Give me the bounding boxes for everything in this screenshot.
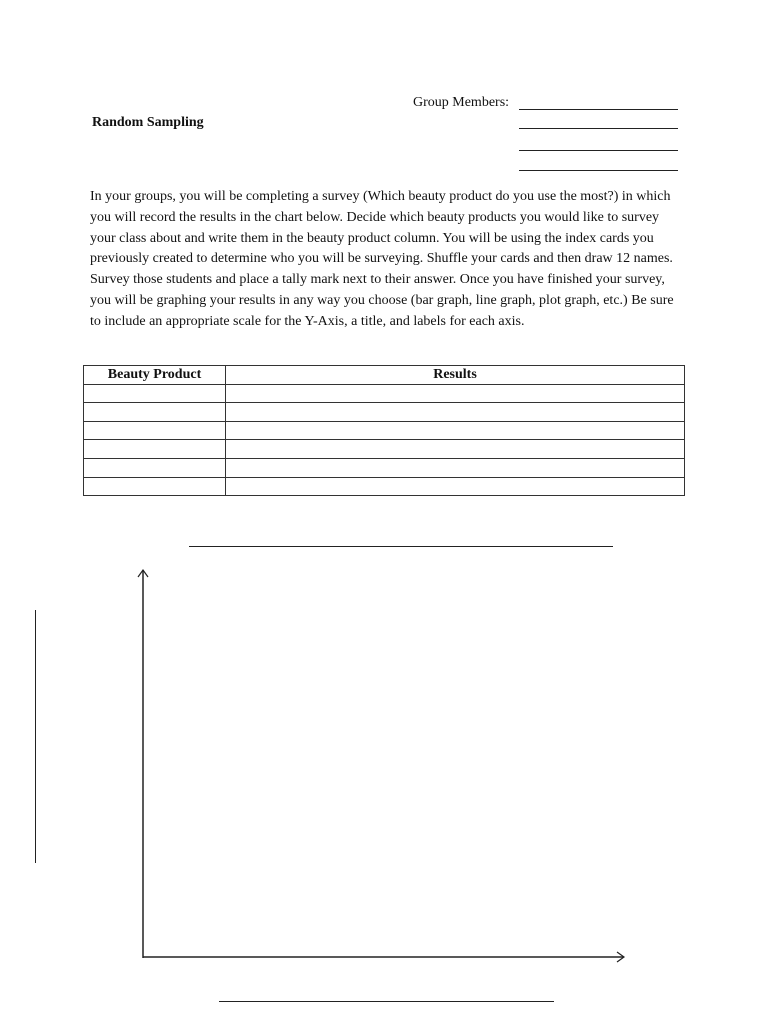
instructions-paragraph: In your groups, you will be completing a survey (Which beauty product do you use the most?) in which you will record the results in the chart below. Decide which beauty products you would like to survey your class about and write them in the beauty product column. You will be using the index cards you previously created to determine who you will be surveying. Shuffle your cards and then draw 12 names. Survey those students and place a tally mark next to their answer. Once you have finished your survey, you will be graphing your results in any way you choose (bar graph, line graph, plot graph, etc.) Be sure to include an appropriate scale for the Y-Axis, a title, and labels for each axis. — [90, 189, 674, 329]
results-cell[interactable] — [226, 403, 685, 422]
y-axis-label-blank-line[interactable] — [35, 610, 36, 863]
x-axis — [143, 952, 624, 962]
table-row — [84, 477, 685, 496]
survey-results-table — [83, 365, 685, 496]
table-row — [84, 440, 685, 459]
group-member-line-1[interactable] — [519, 109, 678, 110]
blank-graph-axes — [120, 560, 640, 970]
group-members-label: Group Members: — [413, 95, 510, 110]
column-header-beauty-product: Beauty Product — [84, 366, 226, 385]
group-member-line-4[interactable] — [519, 170, 678, 171]
worksheet-title: Random Sampling — [92, 115, 204, 130]
results-cell[interactable] — [226, 440, 685, 459]
results-cell[interactable] — [226, 477, 685, 496]
beauty-product-cell[interactable] — [84, 384, 226, 403]
table-header-row — [84, 366, 685, 385]
table-row — [84, 458, 685, 477]
results-cell[interactable] — [226, 384, 685, 403]
beauty-product-cell[interactable] — [84, 440, 226, 459]
beauty-product-cell[interactable] — [84, 421, 226, 440]
group-member-line-2[interactable] — [519, 128, 678, 129]
beauty-product-cell[interactable] — [84, 458, 226, 477]
graph-title-blank-line[interactable] — [189, 546, 613, 547]
table-row — [84, 403, 685, 422]
results-cell[interactable] — [226, 421, 685, 440]
results-cell[interactable] — [226, 458, 685, 477]
y-axis — [138, 570, 148, 958]
beauty-product-cell[interactable] — [84, 477, 226, 496]
table-row — [84, 384, 685, 403]
column-header-results: Results — [226, 366, 685, 385]
beauty-product-cell[interactable] — [84, 403, 226, 422]
group-member-line-3[interactable] — [519, 150, 678, 151]
table-row — [84, 421, 685, 440]
x-axis-label-blank-line[interactable] — [219, 1001, 554, 1002]
